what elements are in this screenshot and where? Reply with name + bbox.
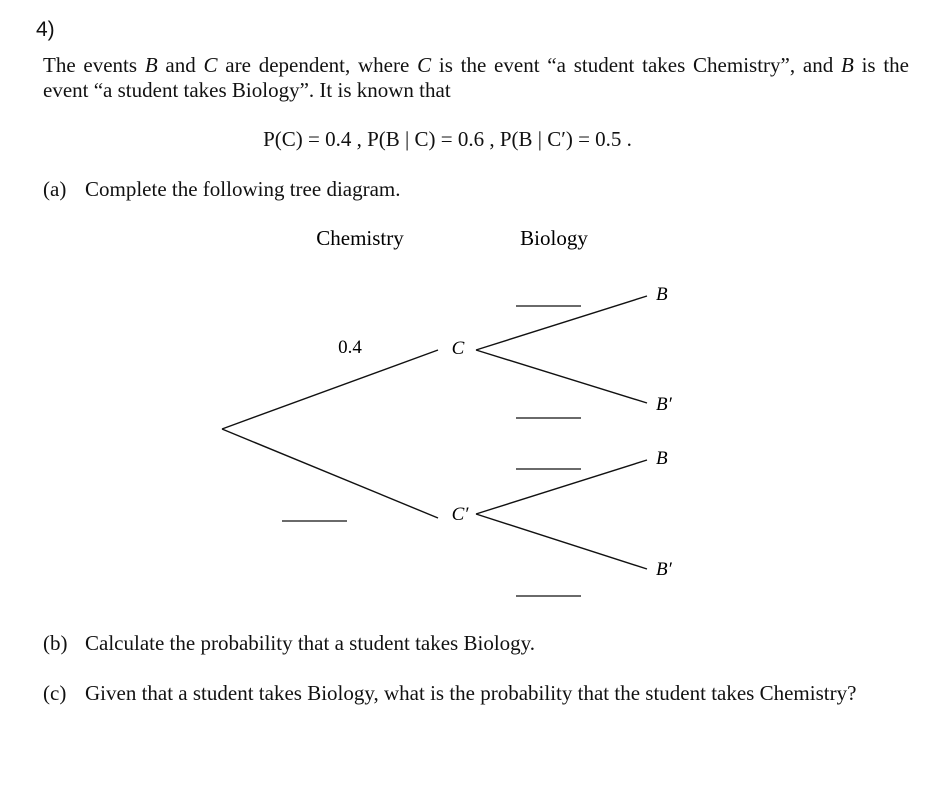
given-probabilities: P(C) = 0.4 , P(B | C) = 0.6 , P(B | C′) = 0.5 .	[263, 127, 632, 151]
header-chemistry: Chemistry	[316, 226, 404, 250]
part-b-text: Calculate the probability that a student takes Biology.	[85, 631, 536, 655]
header-biology: Biology	[520, 226, 588, 250]
branch-Cprime-to-B	[476, 460, 647, 514]
prob-C-label: 0.4	[338, 337, 362, 358]
leaf-B-lower: B	[656, 448, 668, 469]
part-b	[43, 631, 909, 656]
leaf-Bprime-lower: B′	[656, 559, 672, 580]
part-c-label: (c)	[43, 681, 67, 705]
part-a-text: Complete the following tree diagram.	[85, 177, 401, 201]
leaf-B-upper: B	[656, 284, 668, 305]
branch-C-to-B	[476, 296, 647, 350]
part-c-text: Given that a student takes Biology, what is the probability that the student takes Chemistry?	[85, 681, 857, 705]
branch-root-to-Cprime	[222, 429, 438, 518]
part-a-label: (a)	[43, 177, 67, 201]
branch-Cprime-to-Bprime	[476, 514, 647, 569]
node-C: C	[451, 338, 465, 359]
node-Cprime: C′	[451, 504, 469, 525]
leaf-Bprime-upper: B′	[656, 394, 672, 415]
branch-C-to-Bprime	[476, 350, 647, 403]
intro-paragraph: The events B and C are dependent, where C is the event “a student takes Chemistry”, and B is the event “a student takes Biology”. It is known that	[43, 53, 909, 102]
part-b-label: (b)	[43, 631, 68, 655]
branch-root-to-C	[222, 350, 438, 429]
part-c	[43, 681, 909, 706]
question-number: 4)	[36, 18, 55, 41]
